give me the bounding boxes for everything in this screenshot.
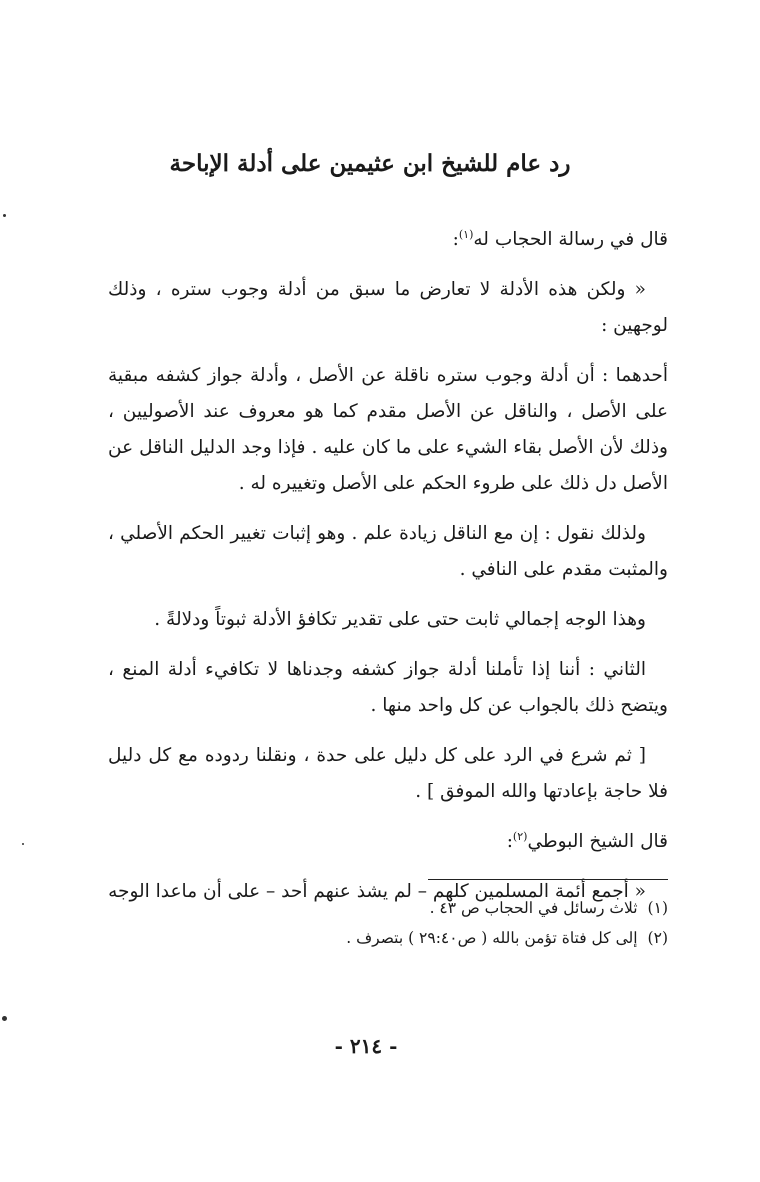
paragraph-6: [ ثم شرع في الرد على كل دليل على حدة ، ونقلنا ردوده مع كل دليل فلا حاجة بإعادتها والله الموفق ] . xyxy=(108,745,668,802)
paragraph-2: أحدهما : أن أدلة وجوب ستره ناقلة عن الأصل ، وأدلة جواز كشفه مبقية على الأصل ، والناقل عن الأصل مقدم كما هو معروف عند الأصوليين ، وذلك لأن الأصل بقاء الشيء على ما كان عليه . فإذا وجد الدليل الناقل عن الأصل دل ذلك على طروء الحكم على الأصل وتغييره له . xyxy=(108,365,668,494)
footnote-text: ثلاث رسائل في الحجاب ص ٤٣ . xyxy=(429,899,638,917)
footnote-2 xyxy=(108,923,668,953)
footnote-1 xyxy=(108,893,668,923)
scan-speck xyxy=(2,1016,7,1021)
page-number: - ٢١٤ - xyxy=(334,1034,398,1058)
paragraph-4: وهذا الوجه إجمالي ثابت حتى على تقدير تكافؤ الأدلة ثبوتاً ودلالةً . xyxy=(154,609,646,630)
paragraph-8: « أجمع أئمة المسلمين كلهم – لم يشذ عنهم أحد – على أن ماعدا الوجه xyxy=(108,881,646,902)
paragraph-1: « ولكن هذه الأدلة لا تعارض ما سبق من أدلة وجوب ستره ، وذلك لوجهين : xyxy=(108,279,668,336)
footnote-divider xyxy=(428,879,668,880)
quote-heading-text: قال الشيخ البوطي xyxy=(527,831,668,852)
footnote-number: (١) xyxy=(647,899,668,917)
paragraph-5: الثاني : أننا إذا تأملنا أدلة جواز كشفه وجدناها لا تكافيء أدلة المنع ، ويتضح ذلك بالجواب عن كل واحد منها . xyxy=(108,659,668,716)
footnote-text: إلى كل فتاة تؤمن بالله ( ص٢٩:٤٠ ) بتصرف . xyxy=(346,929,638,947)
intro-colon: : xyxy=(452,229,459,250)
quote-heading-colon: : xyxy=(506,831,513,852)
paragraph-3: ولذلك نقول : إن مع الناقل زيادة علم . وهو إثبات تغيير الحكم الأصلي ، والمثبت مقدم على النافي . xyxy=(108,523,668,580)
main-text xyxy=(108,222,668,924)
footnotes xyxy=(108,893,668,953)
intro-text: قال في رسالة الحجاب له xyxy=(473,229,668,250)
footnote-ref-1: (١) xyxy=(458,227,474,241)
footnote-ref-2: (٢) xyxy=(512,829,528,843)
intro-line xyxy=(108,222,668,258)
scan-speck xyxy=(22,843,24,845)
footnote-number: (٢) xyxy=(647,929,668,947)
scan-speck xyxy=(3,214,6,217)
quote-heading xyxy=(108,824,668,860)
page-title: رد عام للشيخ ابن عثيمين على أدلة الإباحة xyxy=(169,150,571,177)
